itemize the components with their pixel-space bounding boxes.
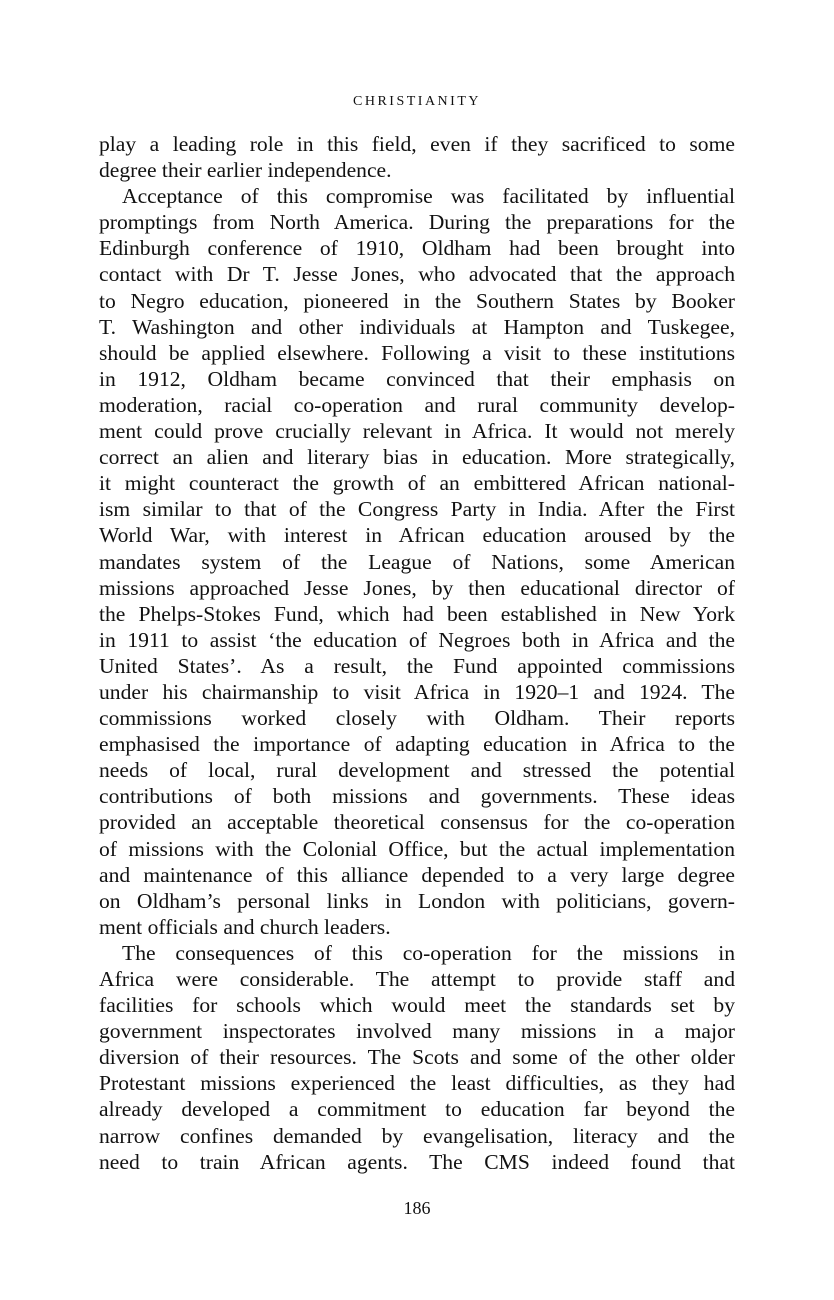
- text-line: of missions with the Colonial Office, but the actual implementation: [99, 836, 735, 861]
- text-line: correct an alien and literary bias in education. More strategically,: [99, 445, 735, 470]
- text-line: need to train African agents. The CMS indeed found that: [99, 1149, 735, 1174]
- text-line: it might counteract the growth of an embittered African national-: [99, 471, 735, 496]
- text-line: ism similar to that of the Congress Party in India. After the First: [99, 497, 735, 522]
- text-line: contributions of both missions and governments. These ideas: [99, 784, 735, 809]
- text-line: and maintenance of this alliance depended to a very large degree: [99, 862, 735, 887]
- text-line: to Negro education, pioneered in the Southern States by Booker: [99, 288, 735, 313]
- text-line: on Oldham’s personal links in London with politicians, govern-: [99, 888, 735, 913]
- text-line: mandates system of the League of Nations, some American: [99, 549, 735, 574]
- text-line: in 1912, Oldham became convinced that their emphasis on: [99, 366, 735, 391]
- text-line: moderation, racial co-operation and rural community develop-: [99, 392, 735, 417]
- running-head: CHRISTIANITY: [353, 94, 481, 109]
- text-line: the Phelps-Stokes Fund, which had been established in New York: [99, 601, 735, 626]
- text-line: should be applied elsewhere. Following a visit to these institutions: [99, 340, 735, 365]
- text-line: government inspectorates involved many missions in a major: [99, 1019, 735, 1044]
- text-line: needs of local, rural development and stressed the potential: [99, 758, 735, 783]
- text-line: promptings from North America. During the preparations for the: [99, 210, 735, 235]
- text-line: already developed a commitment to education far beyond the: [99, 1097, 735, 1122]
- text-line: United States’. As a result, the Fund appointed commissions: [99, 653, 735, 678]
- page-number: 186: [403, 1198, 431, 1218]
- text-line: World War, with interest in African education aroused by the: [99, 523, 735, 548]
- text-line: emphasised the importance of adapting education in Africa to the: [99, 732, 735, 757]
- text-line: commissions worked closely with Oldham. Their reports: [99, 706, 735, 731]
- text-line: facilities for schools which would meet the standards set by: [99, 993, 735, 1018]
- text-line: degree their earlier independence.: [99, 158, 392, 183]
- text-line: ment officials and church leaders.: [99, 914, 391, 939]
- text-line: ment could prove crucially relevant in Africa. It would not merely: [99, 419, 735, 444]
- text-line: missions approached Jesse Jones, by then educational director of: [99, 575, 735, 600]
- text-line: provided an acceptable theoretical consensus for the co-operation: [99, 810, 735, 835]
- text-line: Protestant missions experienced the least difficulties, as they had: [99, 1071, 735, 1096]
- text-line: Edinburgh conference of 1910, Oldham had been brought into: [99, 236, 735, 261]
- text-line: narrow confines demanded by evangelisation, literacy and the: [99, 1123, 735, 1148]
- body-text: [99, 131, 735, 1175]
- text-line: The consequences of this co-operation for the missions in: [122, 940, 735, 965]
- text-line: Acceptance of this compromise was facilitated by influential: [122, 184, 735, 209]
- text-line: Africa were considerable. The attempt to provide staff and: [99, 967, 735, 991]
- text-line: contact with Dr T. Jesse Jones, who advocated that the approach: [99, 262, 735, 287]
- text-line: play a leading role in this field, even if they sacrificed to some: [99, 132, 735, 156]
- text-line: T. Washington and other individuals at Hampton and Tuskegee,: [99, 314, 735, 339]
- text-line: under his chairmanship to visit Africa in 1920–1 and 1924. The: [99, 679, 735, 704]
- text-line: in 1911 to assist ‘the education of Negroes both in Africa and the: [99, 627, 735, 652]
- text-line: diversion of their resources. The Scots and some of the other older: [99, 1045, 735, 1070]
